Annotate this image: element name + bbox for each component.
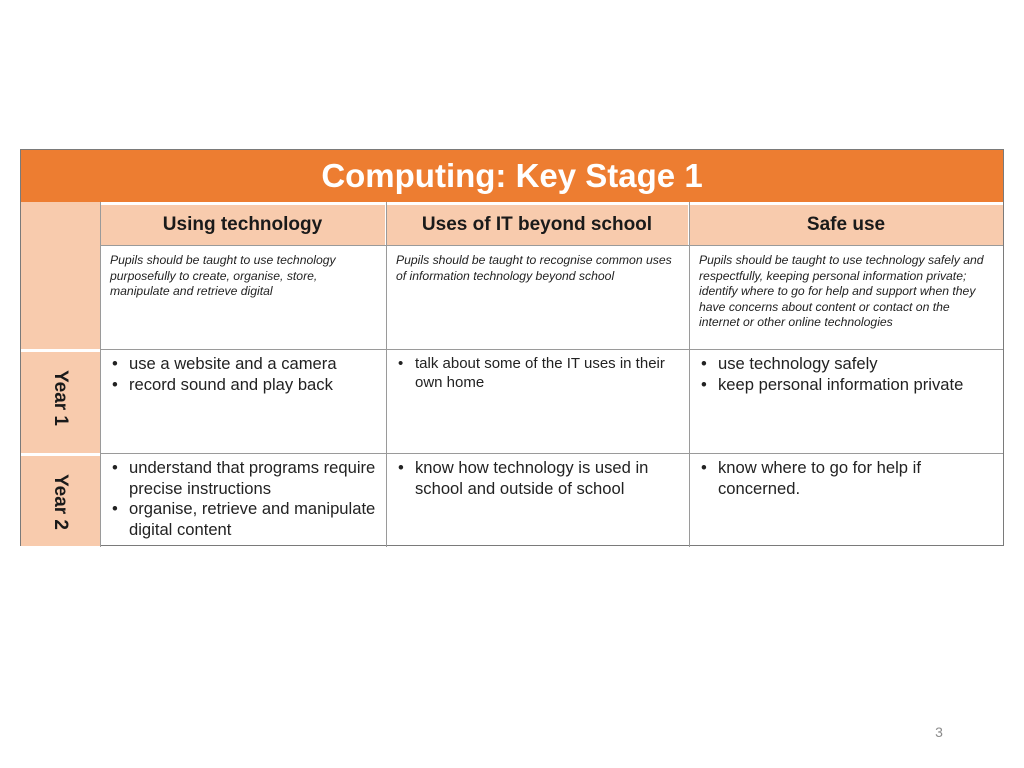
page-number: 3 xyxy=(935,724,943,740)
list xyxy=(396,458,681,499)
year-2-label: Year 2 xyxy=(50,474,71,530)
cell-year1-safe-use xyxy=(689,349,1003,453)
description-using-technology: Pupils should be taught to use technology purposefully to create, organise, store, manipulate and retrieve digital xyxy=(100,245,386,349)
list xyxy=(110,458,378,540)
list xyxy=(699,354,995,395)
list-item: • talk about some of the IT uses in their own home xyxy=(396,354,681,392)
cell-year1-uses-of-it xyxy=(386,349,689,453)
cell-year2-uses-of-it xyxy=(386,453,689,546)
list xyxy=(396,354,681,392)
curriculum-table xyxy=(20,149,1004,546)
cell-year1-using-technology xyxy=(100,349,386,453)
side-column-header xyxy=(21,202,100,349)
list-item: • use technology safely xyxy=(699,354,995,375)
list-item: • keep personal information private xyxy=(699,375,995,396)
year-1-label: Year 1 xyxy=(50,370,71,426)
divider xyxy=(386,202,387,547)
divider xyxy=(100,202,101,547)
list xyxy=(699,458,995,499)
heading-uses-of-it: Uses of IT beyond school xyxy=(386,202,688,245)
table-title: Computing: Key Stage 1 xyxy=(21,150,1003,202)
heading-using-technology: Using technology xyxy=(100,202,385,245)
description-uses-of-it: Pupils should be taught to recognise common uses of information technology beyond school xyxy=(386,245,689,349)
divider xyxy=(100,453,1003,454)
description-safe-use: Pupils should be taught to use technology safely and respectfully, keeping personal information private; identify where to go for help and support when they have concerns about content or contact on the internet or other online technologies xyxy=(689,245,1003,349)
cell-year2-safe-use xyxy=(689,453,1003,546)
heading-safe-use: Safe use xyxy=(689,202,1003,245)
cell-year2-using-technology xyxy=(100,453,386,546)
divider xyxy=(689,202,690,547)
list-item: • use a website and a camera xyxy=(110,354,378,375)
list-item: • know how technology is used in school and outside of school xyxy=(396,458,681,499)
list-item: • record sound and play back xyxy=(110,375,378,396)
row-label-year-2 xyxy=(21,453,100,546)
row-label-year-1 xyxy=(21,349,100,453)
list-item: • understand that programs require precise instructions xyxy=(110,458,378,499)
list-item: • organise, retrieve and manipulate digital content xyxy=(110,499,378,540)
list xyxy=(110,354,378,395)
divider xyxy=(100,349,1003,350)
list-item: • know where to go for help if concerned. xyxy=(699,458,995,499)
